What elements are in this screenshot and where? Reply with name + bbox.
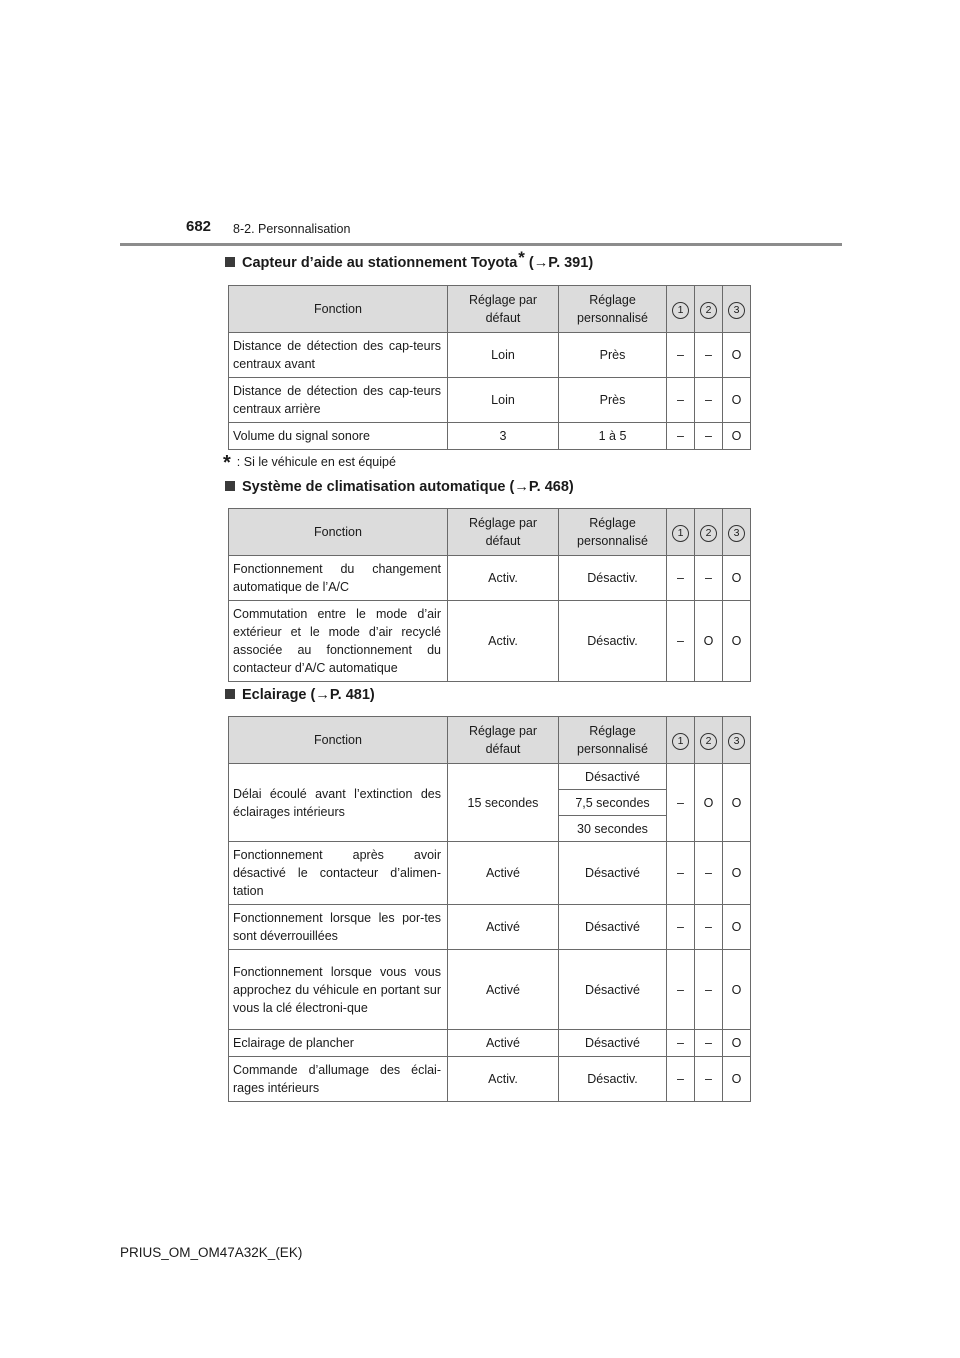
default-cell: 3 [448, 423, 559, 450]
table-row [229, 423, 751, 450]
col-header-default: Réglage par défaut [448, 509, 559, 556]
table-row [229, 1030, 751, 1057]
col2-cell: – [695, 1057, 723, 1102]
col1-cell: – [667, 556, 695, 601]
col2-cell: O [695, 601, 723, 682]
col-header-default: Réglage par défaut [448, 286, 559, 333]
table-row [229, 764, 751, 790]
circled-number-3-icon: 3 [728, 302, 745, 319]
lighting-table [228, 716, 751, 1102]
custom-option-cell: 7,5 secondes [559, 790, 667, 816]
custom-cell: Désactiv. [559, 556, 667, 601]
table-row [229, 333, 751, 378]
col-header-default: Réglage par défaut [448, 717, 559, 764]
custom-cell: Près [559, 333, 667, 378]
col2-cell: – [695, 378, 723, 423]
circled-number-1-icon: 1 [672, 525, 689, 542]
table-row [229, 950, 751, 1030]
table-row [229, 1057, 751, 1102]
function-cell: Volume du signal sonore [229, 423, 448, 450]
custom-cell: Désactivé [559, 905, 667, 950]
function-cell: Eclairage de plancher [229, 1030, 448, 1057]
circled-number-2-icon: 2 [700, 525, 717, 542]
circled-number-3-icon: 3 [728, 525, 745, 542]
default-cell: Activé [448, 1030, 559, 1057]
section-title-climate: Système de climatisation automatique (→P. 468) [225, 479, 574, 495]
table-header-row [229, 286, 751, 333]
default-cell: Activé [448, 905, 559, 950]
function-cell: Fonctionnement lorsque les por-tes sont déverrouillées [229, 905, 448, 950]
custom-option-cell: Désactivé [559, 764, 667, 790]
col-header-2 [695, 509, 723, 556]
col-header-function: Fonction [229, 717, 448, 764]
col-header-3 [723, 509, 751, 556]
col1-cell: – [667, 764, 695, 842]
col3-cell: O [723, 950, 751, 1030]
square-bullet-icon [225, 689, 235, 699]
col3-cell: O [723, 1057, 751, 1102]
footnote: * : Si le véhicule en est équipé [223, 452, 396, 474]
col3-cell: O [723, 423, 751, 450]
square-bullet-icon [225, 481, 235, 491]
col-header-function: Fonction [229, 286, 448, 333]
col2-cell: O [695, 764, 723, 842]
default-cell: Loin [448, 378, 559, 423]
col3-cell: O [723, 842, 751, 905]
col1-cell: – [667, 601, 695, 682]
col-header-custom: Réglage personnalisé [559, 509, 667, 556]
col3-cell: O [723, 1030, 751, 1057]
col1-cell: – [667, 905, 695, 950]
col3-cell: O [723, 333, 751, 378]
col2-cell: – [695, 842, 723, 905]
circled-number-2-icon: 2 [700, 733, 717, 750]
custom-cell: Désactivé [559, 1030, 667, 1057]
custom-cell: Désactivé [559, 842, 667, 905]
col-header-3 [723, 717, 751, 764]
function-cell: Distance de détection des cap-teurs centraux arrière [229, 378, 448, 423]
default-cell: 15 secondes [448, 764, 559, 842]
col-header-custom: Réglage personnalisé [559, 717, 667, 764]
col-header-1 [667, 509, 695, 556]
asterisk-icon: * [223, 452, 231, 474]
col3-cell: O [723, 556, 751, 601]
function-cell: Distance de détection des cap-teurs centraux avant [229, 333, 448, 378]
col1-cell: – [667, 842, 695, 905]
custom-cell: Près [559, 378, 667, 423]
function-cell: Commutation entre le mode d’air extérieur et le mode d’air recyclé associée au fonctionnement du contacteur d’A/C automatique [229, 601, 448, 682]
col3-cell: O [723, 378, 751, 423]
function-cell: Fonctionnement après avoir désactivé le contacteur d’alimen-tation [229, 842, 448, 905]
circled-number-1-icon: 1 [672, 302, 689, 319]
parking-sensor-table [228, 285, 751, 450]
default-cell: Activ. [448, 1057, 559, 1102]
col2-cell: – [695, 950, 723, 1030]
custom-cell: Désactiv. [559, 1057, 667, 1102]
table-row [229, 556, 751, 601]
col-header-3 [723, 286, 751, 333]
custom-option-cell: 30 secondes [559, 816, 667, 842]
custom-cell: 1 à 5 [559, 423, 667, 450]
table-header-row [229, 509, 751, 556]
col-header-1 [667, 717, 695, 764]
table-row [229, 378, 751, 423]
col-header-custom: Réglage personnalisé [559, 286, 667, 333]
col1-cell: – [667, 950, 695, 1030]
section-title-lighting: Eclairage (→P. 481) [225, 687, 375, 703]
custom-cell: Désactivé [559, 950, 667, 1030]
circled-number-3-icon: 3 [728, 733, 745, 750]
function-cell: Commande d’allumage des éclai-rages intérieurs [229, 1057, 448, 1102]
col1-cell: – [667, 423, 695, 450]
col2-cell: – [695, 333, 723, 378]
circled-number-1-icon: 1 [672, 733, 689, 750]
document-footer-code: PRIUS_OM_OM47A32K_(EK) [120, 1245, 303, 1260]
col2-cell: – [695, 905, 723, 950]
table-row [229, 601, 751, 682]
chapter-title: 8-2. Personnalisation [233, 222, 351, 236]
default-cell: Loin [448, 333, 559, 378]
function-cell: Délai écoulé avant l’extinction des éclairages intérieurs [229, 764, 448, 842]
default-cell: Activ. [448, 556, 559, 601]
default-cell: Activé [448, 950, 559, 1030]
circled-number-2-icon: 2 [700, 302, 717, 319]
asterisk-icon: * [518, 248, 525, 267]
col3-cell: O [723, 764, 751, 842]
col3-cell: O [723, 601, 751, 682]
col3-cell: O [723, 905, 751, 950]
col-header-2 [695, 717, 723, 764]
table-header-row [229, 717, 751, 764]
function-cell: Fonctionnement lorsque vous vous approchez du véhicule en portant sur vous la clé électroni-que [229, 950, 448, 1030]
default-cell: Activ. [448, 601, 559, 682]
climate-table [228, 508, 751, 682]
col1-cell: – [667, 333, 695, 378]
page-number: 682 [186, 218, 212, 235]
square-bullet-icon [225, 257, 235, 267]
col-header-2 [695, 286, 723, 333]
col2-cell: – [695, 556, 723, 601]
function-cell: Fonctionnement du changement automatique de l’A/C [229, 556, 448, 601]
table-row [229, 842, 751, 905]
col1-cell: – [667, 1057, 695, 1102]
custom-cell: Désactiv. [559, 601, 667, 682]
col1-cell: – [667, 378, 695, 423]
col2-cell: – [695, 1030, 723, 1057]
col2-cell: – [695, 423, 723, 450]
section-title-parking-sensor: Capteur d’aide au stationnement Toyota* (→P. 391) [225, 255, 593, 271]
default-cell: Activé [448, 842, 559, 905]
header-rule [120, 243, 842, 246]
col-header-1 [667, 286, 695, 333]
table-row [229, 905, 751, 950]
col1-cell: – [667, 1030, 695, 1057]
col-header-function: Fonction [229, 509, 448, 556]
